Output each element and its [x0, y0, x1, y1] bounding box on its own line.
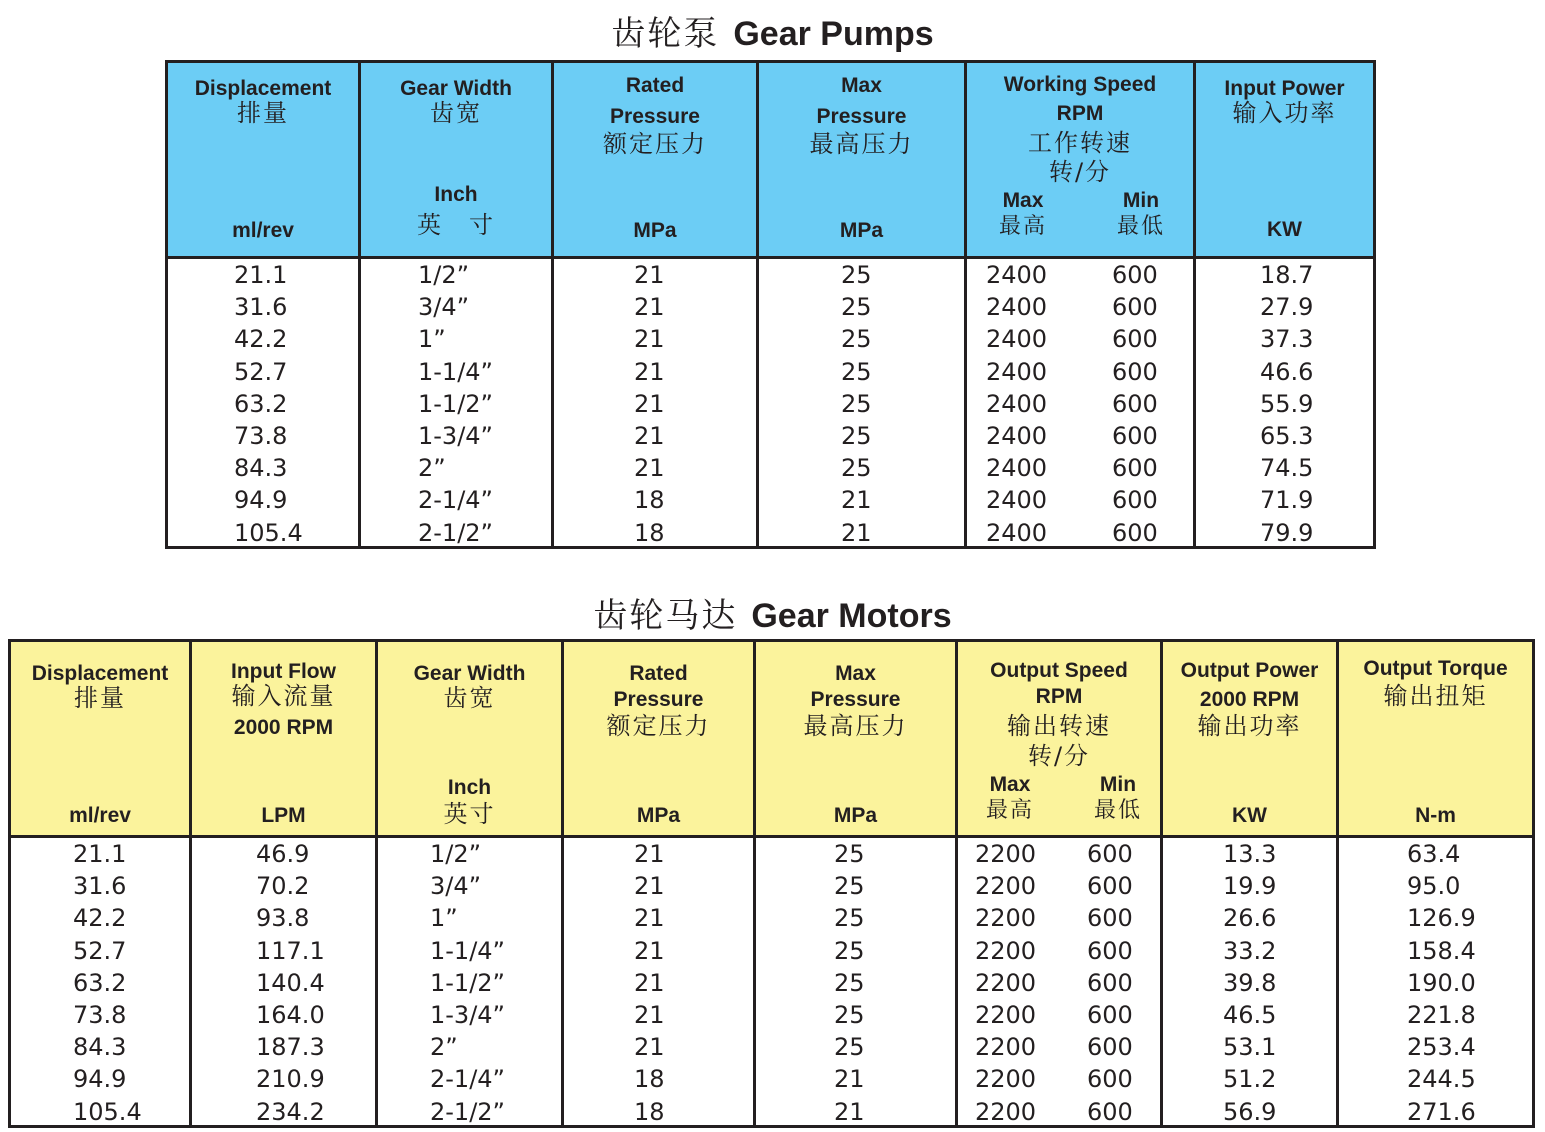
table-cell: 2400	[986, 357, 1048, 386]
table-cell: 600	[1087, 872, 1133, 901]
header-label-cn: 排量	[237, 99, 289, 127]
table-cell: 2-1/2”	[430, 1097, 505, 1126]
table-cell: 84.3	[234, 454, 288, 483]
table-cell: 2400	[986, 486, 1048, 515]
header-label-cn: 输出扭矩	[1383, 682, 1488, 710]
table-cell: 2”	[430, 1033, 458, 1062]
gear-motors-title-cn: 齿轮马达	[593, 596, 738, 636]
table-cell: 21	[834, 1065, 865, 1094]
table-cell: 2-1/2”	[418, 518, 493, 547]
table-cell: 164.0	[256, 1001, 325, 1029]
table-cell: 71.9	[1260, 486, 1314, 515]
header-unit: Inch	[434, 183, 478, 206]
table-cell: 600	[1087, 1001, 1133, 1029]
table-row	[11, 967, 1532, 999]
table-cell: 52.7	[234, 357, 288, 386]
table-cell: 2200	[975, 1065, 1037, 1094]
table-cell: 2200	[975, 840, 1037, 868]
header-unit: LPM	[261, 804, 306, 827]
table-cell: 63.2	[73, 968, 127, 997]
column-divider	[964, 63, 967, 546]
gear-motors-table	[8, 639, 1535, 1128]
header-label: RPM	[1056, 102, 1104, 125]
pumps-header-max-pressure	[759, 63, 964, 256]
gear-pumps-title	[0, 14, 1545, 54]
header-unit: MPa	[833, 804, 878, 827]
table-cell: 21	[634, 293, 665, 322]
table-cell: 600	[1087, 1097, 1133, 1126]
table-cell: 600	[1087, 904, 1133, 933]
column-divider	[189, 642, 192, 1125]
table-cell: 53.1	[1223, 1033, 1277, 1062]
table-cell: 18	[634, 1097, 665, 1126]
header-unit: KW	[1267, 218, 1302, 241]
table-cell: 95.0	[1407, 872, 1461, 901]
gear-motors-body	[11, 838, 1532, 1125]
table-cell: 105.4	[73, 1097, 142, 1126]
table-cell: 37.3	[1260, 325, 1314, 354]
table-cell: 25	[841, 389, 872, 418]
pumps-header-rated-pressure	[554, 63, 756, 256]
table-cell: 2200	[975, 1001, 1037, 1029]
gear-motors-title	[0, 596, 1545, 636]
pumps-header-working-speed	[967, 63, 1193, 256]
table-cell: 1-3/4”	[418, 422, 493, 450]
table-cell: 25	[834, 968, 865, 997]
motors-speed-max	[972, 773, 1048, 825]
table-cell: 56.9	[1223, 1097, 1277, 1126]
header-label: Displacement	[31, 662, 169, 685]
header-label: Gear Width	[400, 77, 512, 100]
table-cell: 31.6	[73, 872, 127, 901]
header-unit: Inch	[447, 776, 492, 799]
header-label: Pressure	[613, 688, 704, 711]
table-cell: 25	[834, 1033, 865, 1062]
table-cell: 25	[841, 325, 872, 354]
table-cell: 46.5	[1223, 1001, 1277, 1029]
table-cell: 1/2”	[430, 840, 482, 868]
header-label: Gear Width	[413, 662, 526, 685]
table-cell: 21	[841, 518, 872, 547]
header-label: Pressure	[816, 105, 907, 128]
table-cell: 21	[634, 454, 665, 483]
table-cell: 2200	[975, 968, 1037, 997]
header-label: Output Torque	[1363, 657, 1508, 680]
column-divider	[1336, 642, 1339, 1125]
table-cell: 21	[634, 422, 665, 450]
table-cell: 63.4	[1407, 840, 1461, 868]
table-cell: 600	[1087, 1033, 1133, 1062]
header-label: Output Speed	[990, 659, 1128, 682]
pumps-header-gear-width	[361, 63, 551, 256]
table-cell: 18	[634, 1065, 665, 1094]
column-divider	[358, 63, 361, 546]
header-unit: MPa	[633, 219, 677, 242]
table-cell: 46.6	[1260, 357, 1314, 386]
header-label-cn: 输出转速	[1007, 712, 1111, 740]
header-label: Max	[841, 74, 882, 97]
motors-header-max-pressure	[756, 642, 955, 835]
table-cell: 79.9	[1260, 518, 1314, 547]
table-cell: 158.4	[1407, 936, 1476, 965]
table-cell: 70.2	[256, 872, 310, 901]
table-cell: 21	[634, 936, 665, 965]
header-label: Working Speed	[1003, 73, 1157, 96]
header-label-cn: 齿宽	[430, 99, 482, 127]
table-cell: 25	[834, 1001, 865, 1029]
table-cell: 600	[1112, 357, 1158, 386]
table-cell: 21	[841, 486, 872, 515]
table-cell: 117.1	[256, 936, 325, 965]
table-cell: 3/4”	[418, 293, 470, 322]
header-label: Pressure	[610, 105, 700, 128]
table-cell: 2400	[986, 422, 1048, 450]
table-cell: 18	[634, 518, 665, 547]
table-cell: 26.6	[1223, 904, 1277, 933]
table-cell: 94.9	[73, 1065, 127, 1094]
table-cell: 600	[1112, 486, 1158, 515]
table-cell: 25	[841, 293, 872, 322]
table-cell: 2400	[986, 454, 1048, 483]
table-cell: 39.8	[1223, 968, 1277, 997]
table-cell: 140.4	[256, 968, 325, 997]
table-cell: 25	[841, 261, 872, 289]
table-cell: 2400	[986, 293, 1048, 322]
table-cell: 2400	[986, 389, 1048, 418]
column-divider	[561, 642, 564, 1125]
table-cell: 27.9	[1260, 293, 1314, 322]
table-cell: 253.4	[1407, 1033, 1476, 1062]
table-cell: 244.5	[1407, 1065, 1476, 1094]
table-cell: 2400	[986, 261, 1048, 289]
table-cell: 105.4	[234, 518, 303, 547]
header-label-cn: 最高压力	[803, 712, 908, 740]
table-cell: 190.0	[1407, 968, 1476, 997]
table-row	[11, 870, 1532, 902]
motors-header-output-torque	[1339, 642, 1532, 835]
table-cell: 2-1/4”	[430, 1065, 505, 1094]
motors-header-displacement	[11, 642, 189, 835]
table-cell: 126.9	[1407, 904, 1476, 933]
table-cell: 1-1/4”	[430, 936, 505, 965]
header-unit: MPa	[839, 219, 884, 242]
table-cell: 600	[1112, 325, 1158, 354]
column-divider	[756, 63, 759, 546]
table-cell: 600	[1112, 422, 1158, 450]
table-cell: 3/4”	[430, 872, 482, 901]
column-divider	[955, 642, 958, 1125]
header-label: Max	[1002, 189, 1044, 212]
gear-motors-header	[11, 642, 1532, 838]
table-cell: 52.7	[73, 936, 127, 965]
table-cell: 1-3/4”	[430, 1001, 505, 1029]
table-cell: 2200	[975, 872, 1037, 901]
table-row	[11, 935, 1532, 967]
table-cell: 1-1/4”	[418, 357, 493, 386]
table-cell: 1”	[418, 325, 446, 354]
table-cell: 42.2	[234, 325, 288, 354]
table-cell: 21	[634, 261, 665, 289]
table-cell: 2”	[418, 454, 446, 483]
header-label: Input Power	[1224, 77, 1345, 100]
table-cell: 73.8	[234, 422, 288, 450]
motors-header-input-flow	[192, 642, 375, 835]
motors-header-output-power	[1163, 642, 1336, 835]
table-cell: 74.5	[1260, 454, 1314, 483]
column-divider	[375, 642, 378, 1125]
table-cell: 25	[834, 840, 865, 868]
header-unit: MPa	[636, 804, 681, 827]
table-cell: 25	[841, 357, 872, 386]
gear-pumps-title-en: Gear Pumps	[733, 15, 934, 53]
table-row	[11, 838, 1532, 870]
header-label-cn: 齿宽	[443, 684, 496, 712]
header-label-cn: 输出功率	[1197, 712, 1302, 740]
motors-header-output-speed	[958, 642, 1160, 835]
header-label: Displacement	[194, 77, 332, 100]
header-label-cn: 排量	[74, 684, 126, 712]
table-cell: 65.3	[1260, 422, 1314, 450]
table-cell: 51.2	[1223, 1065, 1277, 1094]
header-unit-cn: 英寸	[443, 800, 496, 828]
table-cell: 21	[634, 840, 665, 868]
table-cell: 84.3	[73, 1033, 127, 1062]
table-cell: 21	[634, 1001, 665, 1029]
table-cell: 42.2	[73, 904, 127, 933]
table-cell: 25	[841, 454, 872, 483]
header-label-cn: 最高	[985, 798, 1034, 823]
pumps-speed-max	[985, 189, 1061, 241]
header-label-cn: 工作转速	[1028, 129, 1132, 157]
table-cell: 63.2	[234, 389, 288, 418]
gear-pumps-title-cn: 齿轮泵	[611, 14, 720, 54]
table-cell: 271.6	[1407, 1097, 1476, 1126]
table-cell: 600	[1112, 389, 1158, 418]
table-cell: 21.1	[234, 261, 288, 289]
header-label: Min	[1099, 773, 1137, 796]
table-cell: 2400	[986, 518, 1048, 547]
table-cell: 21	[634, 968, 665, 997]
header-label-cn: 输入流量	[231, 682, 336, 710]
table-cell: 18	[634, 486, 665, 515]
header-label: Input Flow	[231, 660, 336, 683]
table-cell: 600	[1087, 1065, 1133, 1094]
header-label: RPM	[1035, 685, 1083, 708]
motors-header-rated-pressure	[564, 642, 753, 835]
table-cell: 2200	[975, 1097, 1037, 1126]
column-divider	[1160, 642, 1163, 1125]
table-cell: 21	[634, 389, 665, 418]
table-cell: 600	[1087, 840, 1133, 868]
table-cell: 1-1/2”	[418, 389, 493, 418]
header-unit: ml/rev	[69, 804, 131, 827]
table-cell: 93.8	[256, 904, 310, 933]
table-cell: 234.2	[256, 1097, 325, 1126]
pumps-speed-min	[1103, 189, 1179, 241]
table-cell: 21	[634, 1033, 665, 1062]
header-label: Max	[835, 662, 876, 685]
table-cell: 21.1	[73, 840, 127, 868]
gear-pumps-table	[165, 60, 1376, 549]
table-cell: 46.9	[256, 840, 310, 868]
header-label: 2000 RPM	[1199, 688, 1300, 711]
header-label-cn: 额定压力	[606, 712, 711, 740]
header-label-cn: 输入功率	[1232, 99, 1337, 127]
table-cell: 21	[834, 1097, 865, 1126]
header-unit-cn: 英 寸	[417, 211, 495, 239]
header-unit: N-m	[1415, 804, 1456, 827]
table-cell: 21	[634, 325, 665, 354]
header-label-cn: 额定压力	[603, 130, 707, 158]
header-label: Min	[1122, 189, 1160, 212]
table-cell: 25	[834, 904, 865, 933]
table-cell: 21	[634, 357, 665, 386]
header-unit: KW	[1232, 804, 1267, 827]
header-label-cn: 最低	[1093, 798, 1142, 823]
table-cell: 600	[1087, 936, 1133, 965]
column-divider	[1193, 63, 1196, 546]
table-cell: 55.9	[1260, 389, 1314, 418]
table-cell: 1/2”	[418, 261, 470, 289]
table-cell: 73.8	[73, 1001, 127, 1029]
pumps-header-input-power	[1196, 63, 1373, 256]
table-row	[11, 999, 1532, 1031]
column-divider	[753, 642, 756, 1125]
table-cell: 1-1/2”	[430, 968, 505, 997]
header-label-cn: 最高压力	[809, 130, 914, 158]
table-cell: 31.6	[234, 293, 288, 322]
table-cell: 187.3	[256, 1033, 325, 1062]
table-cell: 2-1/4”	[418, 486, 493, 515]
header-label-cn: 最高	[998, 214, 1047, 239]
table-row	[11, 902, 1532, 934]
table-cell: 600	[1112, 293, 1158, 322]
table-cell: 2200	[975, 1033, 1037, 1062]
table-cell: 600	[1112, 518, 1158, 547]
table-cell: 600	[1112, 261, 1158, 289]
header-label: Rated	[625, 74, 685, 97]
table-cell: 21	[634, 872, 665, 901]
table-cell: 221.8	[1407, 1001, 1476, 1029]
table-cell: 18.7	[1260, 261, 1314, 289]
table-cell: 19.9	[1223, 872, 1277, 901]
header-label-cn: 转/分	[1048, 158, 1112, 186]
header-label: Rated	[629, 662, 688, 685]
table-row	[11, 1063, 1532, 1095]
gear-motors-title-en: Gear Motors	[751, 597, 952, 635]
table-row	[11, 1031, 1532, 1063]
table-cell: 600	[1087, 968, 1133, 997]
table-cell: 94.9	[234, 486, 288, 515]
table-cell: 210.9	[256, 1065, 325, 1094]
table-cell: 33.2	[1223, 936, 1277, 965]
table-cell: 25	[834, 936, 865, 965]
pumps-header-displacement	[168, 63, 358, 256]
table-cell: 2200	[975, 904, 1037, 933]
motors-speed-min	[1080, 773, 1156, 825]
table-cell: 1”	[430, 904, 458, 933]
header-label-cn: 转/分	[1027, 742, 1091, 770]
table-cell: 25	[834, 872, 865, 901]
table-cell: 2200	[975, 936, 1037, 965]
table-cell: 600	[1112, 454, 1158, 483]
header-label: Max	[989, 773, 1031, 796]
header-label: 2000 RPM	[233, 716, 334, 739]
column-divider	[551, 63, 554, 546]
header-unit: ml/rev	[232, 219, 294, 242]
table-cell: 13.3	[1223, 840, 1277, 868]
header-label-cn: 最低	[1116, 214, 1165, 239]
table-cell: 21	[634, 904, 665, 933]
motors-header-gear-width	[378, 642, 561, 835]
table-cell: 2400	[986, 325, 1048, 354]
header-label: Pressure	[810, 688, 901, 711]
header-label: Output Power	[1180, 659, 1319, 682]
table-row	[11, 1096, 1532, 1128]
table-cell: 25	[841, 422, 872, 450]
